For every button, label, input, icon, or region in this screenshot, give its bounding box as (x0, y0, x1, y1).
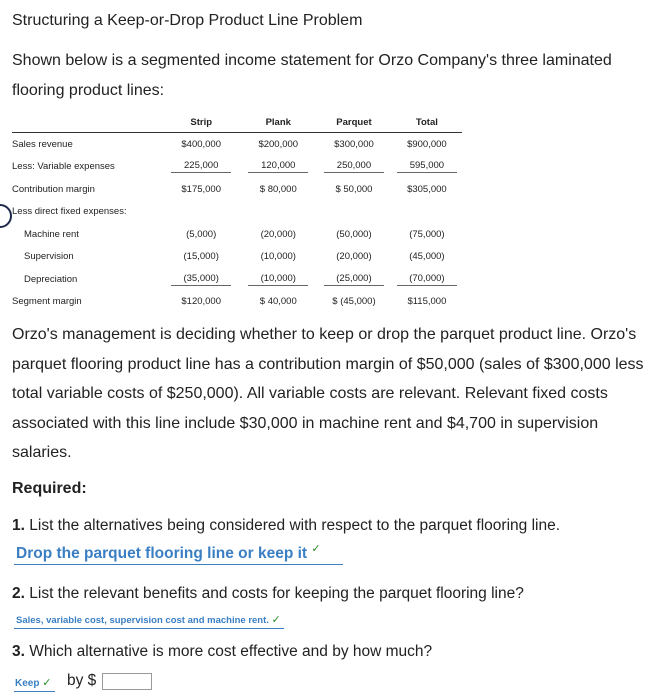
cell: $300,000 (334, 138, 374, 150)
cell: (5,000) (186, 228, 217, 240)
check-icon: ✓ (311, 543, 321, 555)
table-row (12, 201, 462, 224)
question-1-number: 1. (12, 517, 25, 534)
question-2-text: List the relevant benefits and costs for keeping the parquet flooring line? (29, 585, 524, 602)
answer-3-text: Keep (15, 678, 40, 689)
cell: (35,000) (171, 273, 231, 286)
cell: $120,000 (181, 296, 221, 308)
cell: $ 80,000 (259, 183, 297, 195)
row-label: Sales revenue (12, 133, 162, 156)
cell: (15,000) (183, 251, 219, 263)
table-row (12, 268, 462, 291)
problem-paragraph: Orzo's management is deciding whether to keep or drop the parquet product line. Orzo's parquet flooring product line has a contribution margin of $50,000 (sales of $300,000 less total variable costs of $250,000). All variable costs are relevant. Relevant fixed costs associated with this line include $30,000 in machine rent and $4,700 in supervision salaries. (12, 326, 644, 461)
row-label: Contribution margin (12, 183, 95, 195)
cell: (70,000) (397, 273, 457, 286)
answer-2[interactable] (14, 613, 284, 629)
col-strip: Strip (190, 116, 213, 128)
cell: (10,000) (260, 251, 296, 263)
answer-2-text: Sales, variable cost, supervision cost and machine rent. (16, 615, 269, 626)
question-3-text: Which alternative is more cost effective and by how much? (29, 643, 433, 660)
cell: (20,000) (336, 251, 372, 263)
check-icon: ✓ (271, 614, 281, 626)
cell: $305,000 (407, 183, 447, 195)
table-row (12, 291, 462, 314)
cell: 225,000 (171, 160, 231, 173)
by-label: by $ (67, 672, 97, 689)
cell: (10,000) (248, 273, 308, 286)
cell: $115,000 (407, 296, 447, 308)
cell: $ 40,000 (259, 296, 297, 308)
check-icon: ✓ (42, 677, 52, 689)
answer-1-text: Drop the parquet flooring line or keep it (16, 545, 308, 562)
cell: $400,000 (181, 138, 221, 150)
row-label: Machine rent (24, 228, 79, 240)
question-3 (12, 643, 432, 661)
question-3-number: 3. (12, 643, 25, 660)
cell: (25,000) (324, 273, 384, 286)
cell: $175,000 (181, 183, 221, 195)
question-1 (12, 517, 560, 535)
partial-circle-icon (0, 204, 12, 228)
answer-1[interactable] (14, 545, 343, 565)
table-row (12, 246, 462, 269)
table-row (12, 223, 462, 246)
table-row (12, 178, 462, 201)
row-label: Segment margin (12, 296, 82, 308)
question-2-number: 2. (12, 585, 25, 602)
required-label: Required: (12, 480, 87, 497)
cell: 595,000 (397, 160, 457, 173)
row-label: Less: Variable expenses (12, 161, 115, 173)
amount-input[interactable] (102, 673, 152, 690)
cell: 120,000 (248, 160, 308, 173)
row-label: Supervision (24, 251, 74, 263)
col-total: Total (415, 116, 438, 128)
cell: (75,000) (409, 228, 445, 240)
table-row (12, 133, 462, 156)
question-1-text: List the alternatives being considered with respect to the parquet flooring line. (29, 517, 561, 534)
cell: $900,000 (407, 138, 447, 150)
cell: (45,000) (409, 251, 445, 263)
col-plank: Plank (265, 116, 291, 128)
col-parquet: Parquet (336, 116, 372, 128)
statement-header-row (12, 112, 462, 133)
table-row (12, 156, 462, 179)
cell: (20,000) (260, 228, 296, 240)
answer-3-select[interactable] (14, 676, 55, 692)
cell: $ 50,000 (335, 183, 373, 195)
question-2 (12, 585, 524, 603)
row-label: Depreciation (24, 273, 78, 285)
page-title: Structuring a Keep-or-Drop Product Line Problem (12, 12, 363, 29)
cell: $200,000 (258, 138, 299, 150)
intro-text: Shown below is a segmented income statement for Orzo Company's three laminated flooring product lines: (12, 52, 612, 99)
income-statement (12, 112, 462, 313)
row-label: Less direct fixed expenses: (12, 206, 127, 218)
cell: $ (45,000) (332, 296, 376, 308)
cell: 250,000 (324, 160, 384, 173)
cell: (50,000) (336, 228, 372, 240)
